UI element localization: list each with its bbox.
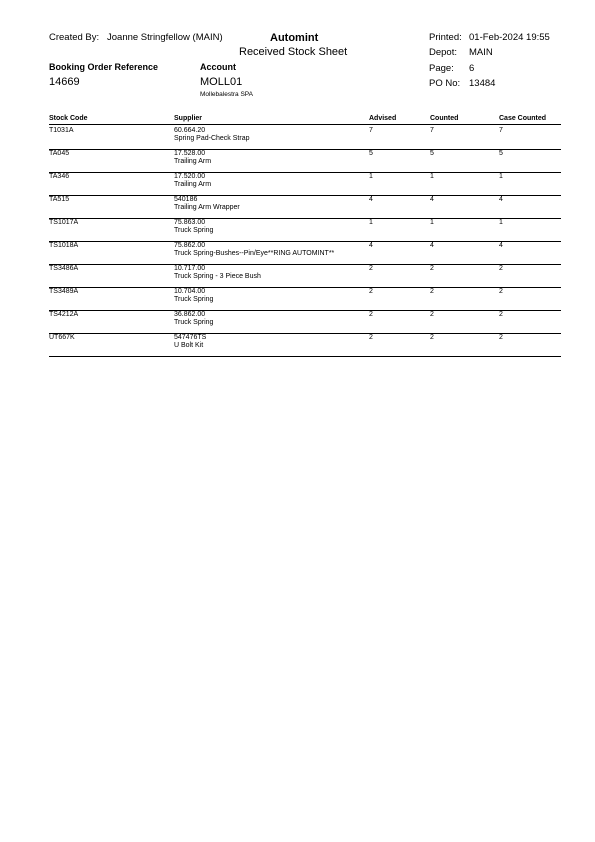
table-row bbox=[0, 288, 595, 312]
case-counted-cell: 2 bbox=[499, 311, 503, 318]
stock-code-cell: TA045 bbox=[49, 150, 70, 157]
stock-code-cell: TS1018A bbox=[49, 242, 79, 249]
item-description: Trailing Arm Wrapper bbox=[174, 204, 240, 211]
document-title: Received Stock Sheet bbox=[239, 46, 348, 58]
stock-code-cell: TS1017A bbox=[49, 219, 79, 226]
advised-cell: 5 bbox=[369, 150, 373, 157]
col-header-supplier: Supplier bbox=[174, 115, 203, 122]
advised-cell: 2 bbox=[369, 334, 373, 341]
supplier-cell bbox=[174, 219, 213, 235]
booking-ref-label: Booking Order Reference bbox=[49, 62, 159, 72]
counted-cell: 4 bbox=[430, 242, 434, 249]
stock-code-cell: TS3486A bbox=[49, 265, 79, 272]
col-header-counted: Counted bbox=[430, 115, 459, 122]
table-row bbox=[0, 334, 595, 358]
item-description: Truck Spring bbox=[174, 227, 214, 234]
supplier-ref: 17.520.00 bbox=[174, 173, 206, 180]
case-counted-cell: 1 bbox=[499, 219, 503, 226]
row-divider bbox=[49, 356, 561, 357]
stock-code-cell: TS4212A bbox=[49, 311, 79, 318]
supplier-ref: 36.862.00 bbox=[174, 311, 206, 318]
case-counted-cell: 2 bbox=[499, 334, 503, 341]
company-name: Automint bbox=[270, 32, 319, 44]
stock-code-cell: T1031A bbox=[49, 127, 74, 134]
supplier-cell bbox=[174, 334, 206, 350]
depot-label: Depot: bbox=[429, 47, 457, 58]
advised-cell: 2 bbox=[369, 265, 373, 272]
stock-code-cell: TA346 bbox=[49, 173, 70, 180]
advised-cell: 1 bbox=[369, 219, 373, 226]
advised-cell: 1 bbox=[369, 173, 373, 180]
supplier-ref: 540186 bbox=[174, 196, 198, 203]
case-counted-cell: 5 bbox=[499, 150, 503, 157]
advised-cell: 4 bbox=[369, 242, 373, 249]
table-row bbox=[0, 242, 595, 266]
counted-cell: 7 bbox=[430, 127, 434, 134]
supplier-cell bbox=[174, 311, 213, 327]
counted-cell: 2 bbox=[430, 334, 434, 341]
advised-cell: 2 bbox=[369, 288, 373, 295]
created-by-label: Created By: bbox=[49, 32, 100, 43]
col-header-advised: Advised bbox=[369, 115, 397, 122]
account-name: Mollebalestra SPA bbox=[200, 91, 253, 98]
supplier-cell bbox=[174, 265, 261, 281]
table-row bbox=[0, 196, 595, 220]
counted-cell: 1 bbox=[430, 173, 434, 180]
item-description: Truck Spring bbox=[174, 319, 214, 326]
supplier-ref: 17.528.00 bbox=[174, 150, 206, 157]
case-counted-cell: 4 bbox=[499, 242, 503, 249]
counted-cell: 5 bbox=[430, 150, 434, 157]
item-description: U Bolt Kit bbox=[174, 342, 204, 349]
created-by-value: Joanne Stringfellow (MAIN) bbox=[107, 32, 223, 43]
case-counted-cell: 2 bbox=[499, 288, 503, 295]
item-description: Truck Spring bbox=[174, 296, 214, 303]
table-row bbox=[0, 311, 595, 335]
supplier-ref: 60.664.20 bbox=[174, 127, 206, 134]
printed-label: Printed: bbox=[429, 32, 462, 43]
supplier-cell bbox=[174, 242, 334, 258]
table-row bbox=[0, 127, 595, 151]
item-description: Trailing Arm bbox=[174, 158, 212, 165]
case-counted-cell: 2 bbox=[499, 265, 503, 272]
counted-cell: 4 bbox=[430, 196, 434, 203]
supplier-ref: 10.717.00 bbox=[174, 265, 206, 272]
stock-code-cell: TS3489A bbox=[49, 288, 79, 295]
case-counted-cell: 7 bbox=[499, 127, 503, 134]
supplier-cell bbox=[174, 150, 211, 166]
supplier-ref: 10.704.00 bbox=[174, 288, 206, 295]
supplier-cell bbox=[174, 196, 240, 212]
table-row bbox=[0, 219, 595, 243]
po-label: PO No: bbox=[429, 78, 461, 89]
account-label: Account bbox=[200, 62, 236, 72]
counted-cell: 1 bbox=[430, 219, 434, 226]
table-row bbox=[0, 150, 595, 174]
item-description: Truck Spring - 3 Piece Bush bbox=[174, 273, 261, 280]
col-header-case-counted: Case Counted bbox=[499, 115, 547, 122]
supplier-cell bbox=[174, 173, 211, 189]
stock-code-cell: UT667K bbox=[49, 334, 75, 341]
printed-value: 01-Feb-2024 19:55 bbox=[469, 32, 550, 43]
po-value: 13484 bbox=[469, 78, 496, 89]
case-counted-cell: 1 bbox=[499, 173, 503, 180]
counted-cell: 2 bbox=[430, 288, 434, 295]
item-description: Trailing Arm bbox=[174, 181, 212, 188]
header-divider bbox=[49, 124, 561, 125]
col-header-stock-code: Stock Code bbox=[49, 115, 88, 122]
table-row bbox=[0, 173, 595, 197]
advised-cell: 2 bbox=[369, 311, 373, 318]
supplier-cell bbox=[174, 288, 213, 304]
page-label: Page: bbox=[429, 63, 454, 74]
advised-cell: 7 bbox=[369, 127, 373, 134]
supplier-cell bbox=[174, 127, 249, 143]
item-description: Truck Spring-Bushes--Pin/Eye**RING AUTOMINT** bbox=[174, 250, 335, 257]
item-description: Spring Pad-Check Strap bbox=[174, 135, 250, 142]
advised-cell: 4 bbox=[369, 196, 373, 203]
booking-ref-value: 14669 bbox=[49, 76, 80, 88]
supplier-ref: 547476TS bbox=[174, 334, 207, 341]
supplier-ref: 75.862.00 bbox=[174, 242, 206, 249]
counted-cell: 2 bbox=[430, 265, 434, 272]
table-row bbox=[0, 265, 595, 289]
case-counted-cell: 4 bbox=[499, 196, 503, 203]
supplier-ref: 75.863.00 bbox=[174, 219, 206, 226]
page-value: 6 bbox=[469, 63, 475, 74]
stock-code-cell: TA515 bbox=[49, 196, 70, 203]
counted-cell: 2 bbox=[430, 311, 434, 318]
depot-value: MAIN bbox=[469, 47, 493, 58]
account-code: MOLL01 bbox=[200, 76, 243, 88]
